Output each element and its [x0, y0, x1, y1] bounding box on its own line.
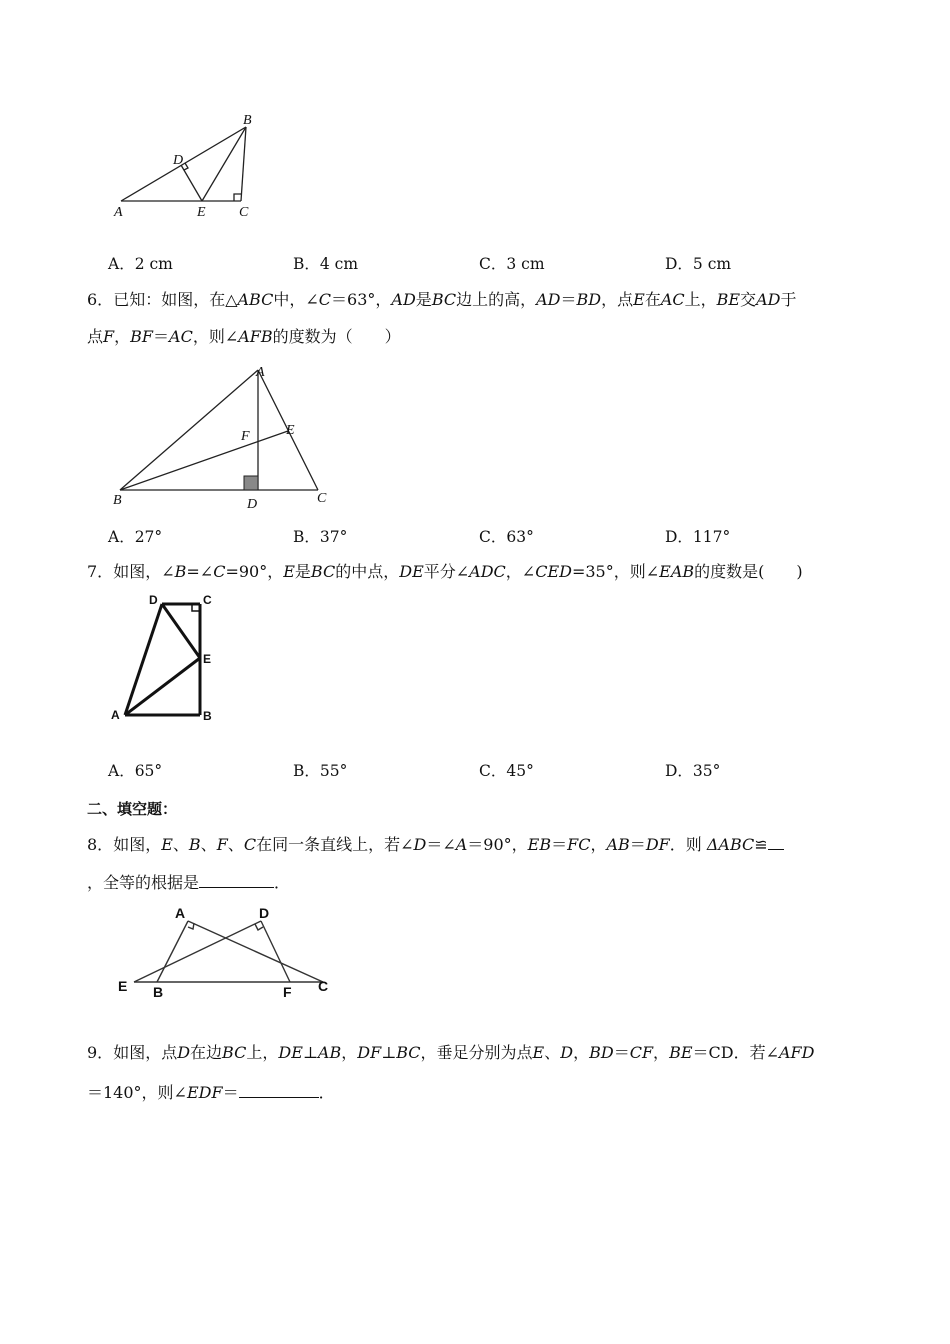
q6-option-d[interactable]: D．117° — [665, 528, 731, 546]
q8-text-line2: ，全等的根据是 ． — [87, 873, 291, 892]
q8-label-F: F — [283, 984, 292, 1000]
q9-blank[interactable] — [239, 1081, 319, 1098]
q7-label-C: C — [203, 593, 212, 607]
q6-label-A: A — [256, 365, 265, 380]
q7-figure — [105, 590, 225, 730]
q7-label-B: B — [203, 709, 212, 723]
q5-label-C: C — [239, 205, 249, 220]
q7-option-b[interactable]: B．55° — [293, 762, 348, 780]
q5-option-d[interactable]: D．5 cm — [665, 255, 732, 273]
q5-label-D: D — [173, 153, 184, 168]
q6-option-c[interactable]: C．63° — [479, 528, 534, 546]
q6-label-E: E — [286, 423, 295, 438]
q6-label-C: C — [317, 491, 327, 506]
q7-label-A: A — [111, 708, 120, 722]
q5-label-B: B — [243, 113, 252, 128]
q6-text-line1: 6．已知：如图，在△ABC中，∠C＝63°，AD是BC边上的高，AD＝BD，点E在AC上，BE交AD于 — [87, 290, 797, 309]
q7-label-D: D — [149, 593, 158, 607]
q8-label-D: D — [259, 905, 270, 921]
q6-option-a[interactable]: A．27° — [108, 528, 163, 546]
section-title-fill-in: 二、填空题： — [87, 800, 178, 818]
q9-text-line2: ＝140°，则∠EDF＝ ． — [87, 1083, 335, 1102]
q8-label-E: E — [118, 978, 128, 994]
q8-label-C: C — [318, 978, 329, 994]
q7-text: 7．如图，∠B=∠C=90°，E是BC的中点，DE平分∠ADC，∠CED=35°，则∠EAB的度数是( ) — [87, 562, 803, 581]
q5-label-E: E — [197, 205, 206, 220]
q7-option-c[interactable]: C．45° — [479, 762, 534, 780]
q5-label-A: A — [114, 205, 123, 220]
q6-label-B: B — [113, 493, 122, 508]
q6-label-D: D — [247, 497, 258, 512]
q7-option-d[interactable]: D．35° — [665, 762, 721, 780]
q5-option-a[interactable]: A．2 cm — [108, 255, 173, 273]
q8-blank-2[interactable] — [199, 871, 274, 888]
q8-blank-1[interactable] — [768, 833, 784, 850]
q6-figure — [105, 360, 345, 515]
q8-figure — [112, 900, 337, 1005]
q8-label-B: B — [153, 984, 164, 1000]
q6-label-F: F — [241, 429, 250, 444]
q5-option-b[interactable]: B．4 cm — [293, 255, 359, 273]
q5-option-c[interactable]: C．3 cm — [479, 255, 545, 273]
q8-text-line1: 8．如图，E、B、F、C在同一条直线上，若∠D＝∠A＝90°，EB＝FC，AB＝DF．则 ΔABC≌ — [87, 833, 784, 856]
q8-label-A: A — [175, 905, 186, 921]
q7-label-E: E — [203, 652, 212, 666]
q7-option-a[interactable]: A．65° — [108, 762, 163, 780]
q9-text-line1: 9．如图，点D在边BC上，DE⊥AB，DF⊥BC，垂足分别为点E、D，BD＝CF，BE＝CD．若∠AFD — [87, 1043, 815, 1062]
q6-option-b[interactable]: B．37° — [293, 528, 348, 546]
q5-figure — [105, 110, 275, 225]
q6-text-line2: 点F，BF＝AC，则∠AFB的度数为（ ） — [87, 327, 401, 346]
